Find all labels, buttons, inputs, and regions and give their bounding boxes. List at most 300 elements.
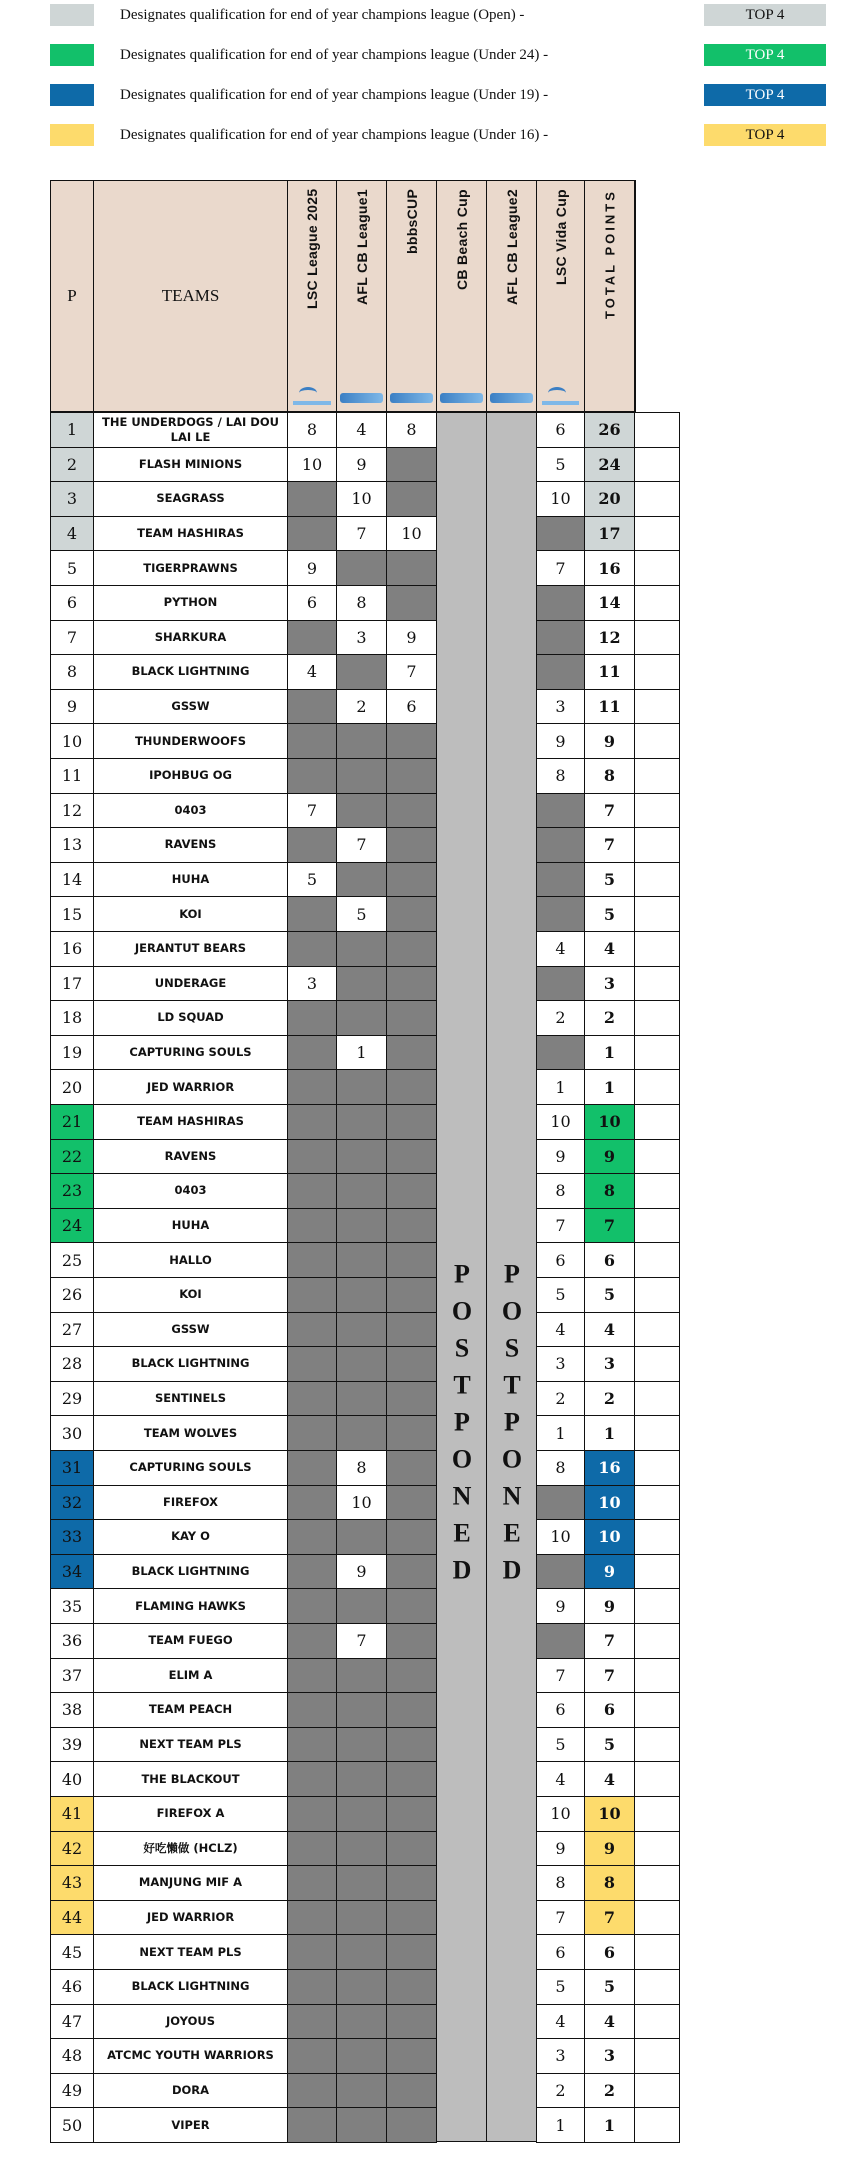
position-cell: 15 bbox=[50, 896, 94, 932]
score-cell: 1 bbox=[536, 1415, 585, 1451]
score-cell bbox=[287, 1485, 337, 1521]
score-cell: 7 bbox=[336, 827, 387, 863]
position-cell: 45 bbox=[50, 1934, 94, 1970]
total-points-cell: 10 bbox=[584, 1519, 635, 1555]
total-points-cell: 3 bbox=[584, 2038, 635, 2074]
score-cell bbox=[336, 1381, 387, 1417]
champions-league-cell bbox=[634, 1727, 680, 1763]
team-name-cell: TEAM WOLVES bbox=[93, 1415, 288, 1451]
total-points-cell: 9 bbox=[584, 1554, 635, 1590]
header-column-4 bbox=[436, 180, 487, 412]
position-cell: 11 bbox=[50, 758, 94, 794]
legend-row-u19 bbox=[0, 80, 858, 120]
score-cell: 6 bbox=[386, 689, 437, 725]
champions-league-cell bbox=[634, 1312, 680, 1348]
team-name-cell: GSSW bbox=[93, 689, 288, 725]
score-cell bbox=[536, 1554, 585, 1590]
score-cell bbox=[287, 1623, 337, 1659]
score-cell: 6 bbox=[536, 412, 585, 448]
score-cell bbox=[386, 1242, 437, 1278]
score-cell bbox=[336, 1727, 387, 1763]
legend-swatch bbox=[50, 4, 94, 26]
score-cell: 3 bbox=[336, 620, 387, 656]
champions-league-cell bbox=[634, 1069, 680, 1105]
team-name-cell: JED WARRIOR bbox=[93, 1069, 288, 1105]
champions-league-cell bbox=[634, 966, 680, 1002]
position-cell: 19 bbox=[50, 1035, 94, 1071]
team-name-cell: FIREFOX bbox=[93, 1485, 288, 1521]
total-points-cell: 2 bbox=[584, 1381, 635, 1417]
team-name-cell: THUNDERWOOFS bbox=[93, 723, 288, 759]
score-cell bbox=[287, 1346, 337, 1382]
score-cell bbox=[287, 1796, 337, 1832]
champions-league-cell bbox=[634, 1381, 680, 1417]
team-name-cell: NEXT TEAM PLS bbox=[93, 1727, 288, 1763]
score-cell bbox=[336, 1588, 387, 1624]
position-cell: 14 bbox=[50, 862, 94, 898]
champions-league-cell bbox=[634, 550, 680, 586]
team-name-cell: THE BLACKOUT bbox=[93, 1761, 288, 1797]
score-cell bbox=[287, 1588, 337, 1624]
score-cell bbox=[336, 2004, 387, 2040]
position-cell: 30 bbox=[50, 1415, 94, 1451]
position-cell: 7 bbox=[50, 620, 94, 656]
position-cell: 44 bbox=[50, 1900, 94, 1936]
score-cell bbox=[287, 1242, 337, 1278]
column-title: bbbsCUP bbox=[403, 189, 420, 255]
score-cell bbox=[287, 620, 337, 656]
column-title: AFL Champions League bbox=[634, 189, 636, 355]
score-cell bbox=[336, 1969, 387, 2005]
champions-league-cell bbox=[634, 1104, 680, 1140]
score-cell: 10 bbox=[536, 1519, 585, 1555]
champions-league-cell bbox=[634, 585, 680, 621]
score-cell bbox=[386, 2004, 437, 2040]
position-cell: 20 bbox=[50, 1069, 94, 1105]
champions-league-cell bbox=[634, 1865, 680, 1901]
score-cell bbox=[336, 2038, 387, 2074]
champions-league-cell bbox=[634, 1242, 680, 1278]
score-cell bbox=[386, 1277, 437, 1313]
total-points-cell: 7 bbox=[584, 827, 635, 863]
score-cell bbox=[336, 1796, 387, 1832]
champions-league-cell bbox=[634, 1554, 680, 1590]
champions-league-cell bbox=[634, 412, 680, 448]
score-cell: 9 bbox=[536, 1588, 585, 1624]
column-title: LSC Vida Cup bbox=[552, 189, 569, 285]
score-cell: 4 bbox=[536, 1761, 585, 1797]
score-cell: 2 bbox=[536, 2073, 585, 2109]
team-name-cell: THE UNDERDOGS / LAI DOU LAI LE bbox=[93, 412, 288, 448]
score-cell bbox=[386, 1139, 437, 1175]
score-cell bbox=[386, 1069, 437, 1105]
sports-logo-icon bbox=[440, 393, 483, 403]
score-cell bbox=[536, 793, 585, 829]
team-name-cell: ATCMC YOUTH WARRIORS bbox=[93, 2038, 288, 2074]
legend-badge: TOP 4 bbox=[704, 44, 826, 66]
score-cell bbox=[287, 827, 337, 863]
total-points-cell: 2 bbox=[584, 1000, 635, 1036]
position-cell: 2 bbox=[50, 447, 94, 483]
position-cell: 23 bbox=[50, 1173, 94, 1209]
score-cell bbox=[336, 1312, 387, 1348]
score-cell: 7 bbox=[336, 516, 387, 552]
score-cell bbox=[336, 1658, 387, 1694]
total-points-cell: 11 bbox=[584, 654, 635, 690]
team-name-cell: TEAM HASHIRAS bbox=[93, 1104, 288, 1140]
champions-league-cell bbox=[634, 758, 680, 794]
score-cell bbox=[386, 1865, 437, 1901]
score-cell: 4 bbox=[287, 654, 337, 690]
total-points-cell: 9 bbox=[584, 1139, 635, 1175]
header-teams: TEAMS bbox=[93, 180, 288, 412]
position-cell: 42 bbox=[50, 1831, 94, 1867]
score-cell: 9 bbox=[536, 1139, 585, 1175]
score-cell bbox=[287, 1069, 337, 1105]
score-cell: 2 bbox=[536, 1381, 585, 1417]
position-cell: 48 bbox=[50, 2038, 94, 2074]
score-cell: 4 bbox=[536, 2004, 585, 2040]
total-points-cell: 2 bbox=[584, 2073, 635, 2109]
header-position: P bbox=[50, 180, 94, 412]
score-cell bbox=[386, 1727, 437, 1763]
position-cell: 31 bbox=[50, 1450, 94, 1486]
total-points-cell: 8 bbox=[584, 758, 635, 794]
life-soar-logo-icon bbox=[291, 387, 333, 405]
champions-league-cell bbox=[634, 1035, 680, 1071]
score-cell bbox=[386, 1035, 437, 1071]
score-cell bbox=[287, 2073, 337, 2109]
score-cell: 5 bbox=[536, 1277, 585, 1313]
position-cell: 18 bbox=[50, 1000, 94, 1036]
score-cell bbox=[287, 1000, 337, 1036]
legend-badge: TOP 4 bbox=[704, 124, 826, 146]
score-cell: 8 bbox=[287, 412, 337, 448]
score-cell bbox=[336, 1934, 387, 1970]
champions-league-cell bbox=[634, 1900, 680, 1936]
position-cell: 32 bbox=[50, 1485, 94, 1521]
total-points-cell: 1 bbox=[584, 1035, 635, 1071]
legend-text: Designates qualification for end of year champions league (Under 19) - bbox=[120, 87, 549, 103]
champions-league-cell bbox=[634, 1588, 680, 1624]
position-cell: 8 bbox=[50, 654, 94, 690]
score-cell bbox=[287, 1139, 337, 1175]
total-points-cell: 7 bbox=[584, 1900, 635, 1936]
legend-text: Designates qualification for end of year champions league (Under 24) - bbox=[120, 47, 549, 63]
team-name-cell: PYTHON bbox=[93, 585, 288, 621]
total-points-cell: 6 bbox=[584, 1934, 635, 1970]
score-cell bbox=[336, 1900, 387, 1936]
team-name-cell: FLASH MINIONS bbox=[93, 447, 288, 483]
total-points-cell: 5 bbox=[584, 1727, 635, 1763]
score-cell bbox=[386, 1692, 437, 1728]
score-cell bbox=[287, 1450, 337, 1486]
score-cell: 5 bbox=[536, 1969, 585, 2005]
postponed-label: POSTPONED bbox=[497, 1259, 527, 1593]
champions-league-cell bbox=[634, 1415, 680, 1451]
team-name-cell: FLAMING HAWKS bbox=[93, 1588, 288, 1624]
score-cell bbox=[386, 2073, 437, 2109]
position-cell: 36 bbox=[50, 1623, 94, 1659]
score-cell: 8 bbox=[536, 1173, 585, 1209]
score-cell: 10 bbox=[386, 516, 437, 552]
score-cell bbox=[386, 793, 437, 829]
champions-league-cell bbox=[634, 447, 680, 483]
score-cell bbox=[536, 516, 585, 552]
score-cell: 7 bbox=[287, 793, 337, 829]
score-cell bbox=[336, 1173, 387, 1209]
score-cell bbox=[386, 827, 437, 863]
legend-row-u16 bbox=[0, 120, 858, 160]
position-cell: 35 bbox=[50, 1588, 94, 1624]
position-cell: 46 bbox=[50, 1969, 94, 2005]
legend-swatch bbox=[50, 44, 94, 66]
score-cell bbox=[386, 2038, 437, 2074]
score-cell bbox=[287, 1035, 337, 1071]
score-cell bbox=[536, 966, 585, 1002]
total-points-cell: 1 bbox=[584, 2107, 635, 2143]
score-cell bbox=[336, 758, 387, 794]
score-cell bbox=[336, 1000, 387, 1036]
total-points-cell: 5 bbox=[584, 1277, 635, 1313]
position-cell: 22 bbox=[50, 1139, 94, 1175]
total-points-cell: 10 bbox=[584, 1796, 635, 1832]
score-cell bbox=[336, 654, 387, 690]
total-points-cell: 11 bbox=[584, 689, 635, 725]
team-name-cell: 0403 bbox=[93, 1173, 288, 1209]
score-cell bbox=[287, 1761, 337, 1797]
score-cell: 4 bbox=[536, 1312, 585, 1348]
score-cell bbox=[287, 1658, 337, 1694]
score-cell: 8 bbox=[336, 585, 387, 621]
team-name-cell: VIPER bbox=[93, 2107, 288, 2143]
score-cell: 5 bbox=[287, 862, 337, 898]
score-cell: 7 bbox=[536, 1208, 585, 1244]
score-cell bbox=[287, 1312, 337, 1348]
team-name-cell: TEAM HASHIRAS bbox=[93, 516, 288, 552]
team-name-cell: RAVENS bbox=[93, 1139, 288, 1175]
total-points-cell: 12 bbox=[584, 620, 635, 656]
score-cell bbox=[386, 1485, 437, 1521]
score-cell bbox=[287, 1415, 337, 1451]
score-cell bbox=[336, 1069, 387, 1105]
champions-league-cell bbox=[634, 1346, 680, 1382]
score-cell bbox=[386, 1623, 437, 1659]
team-name-cell: TIGERPRAWNS bbox=[93, 550, 288, 586]
score-cell bbox=[287, 2004, 337, 2040]
legend-row-u24 bbox=[0, 40, 858, 80]
column-title: AFL CB League1 bbox=[353, 189, 370, 305]
legend-swatch bbox=[50, 84, 94, 106]
team-name-cell: KOI bbox=[93, 1277, 288, 1313]
score-cell bbox=[386, 481, 437, 517]
champions-league-cell bbox=[634, 1173, 680, 1209]
score-cell: 6 bbox=[536, 1934, 585, 1970]
score-cell: 8 bbox=[536, 758, 585, 794]
score-cell bbox=[336, 966, 387, 1002]
sports-logo-icon bbox=[340, 393, 383, 403]
team-name-cell: HUHA bbox=[93, 1208, 288, 1244]
life-soar-logo-icon bbox=[540, 387, 581, 405]
total-points-cell: 5 bbox=[584, 896, 635, 932]
legend-badge: TOP 4 bbox=[704, 84, 826, 106]
header-column-1 bbox=[287, 180, 337, 412]
champions-league-cell bbox=[634, 2038, 680, 2074]
team-name-cell: JERANTUT BEARS bbox=[93, 931, 288, 967]
champions-league-cell bbox=[634, 723, 680, 759]
position-cell: 13 bbox=[50, 827, 94, 863]
score-cell bbox=[386, 1900, 437, 1936]
champions-league-cell bbox=[634, 1831, 680, 1867]
score-cell: 8 bbox=[386, 412, 437, 448]
position-cell: 40 bbox=[50, 1761, 94, 1797]
position-cell: 47 bbox=[50, 2004, 94, 2040]
score-cell bbox=[386, 1415, 437, 1451]
team-name-cell: SHARKURA bbox=[93, 620, 288, 656]
total-points-cell: 4 bbox=[584, 931, 635, 967]
score-cell bbox=[287, 1831, 337, 1867]
score-cell bbox=[386, 1761, 437, 1797]
score-cell bbox=[336, 550, 387, 586]
total-points-cell: 8 bbox=[584, 1173, 635, 1209]
legend-swatch bbox=[50, 124, 94, 146]
position-cell: 12 bbox=[50, 793, 94, 829]
total-points-cell: 24 bbox=[584, 447, 635, 483]
champions-league-cell bbox=[634, 1000, 680, 1036]
score-cell bbox=[386, 1000, 437, 1036]
position-cell: 10 bbox=[50, 723, 94, 759]
score-cell bbox=[287, 1173, 337, 1209]
total-points-cell: 3 bbox=[584, 966, 635, 1002]
score-cell bbox=[287, 1692, 337, 1728]
total-points-cell: 9 bbox=[584, 723, 635, 759]
team-name-cell: 好吃懶做 (HCLZ) bbox=[93, 1831, 288, 1867]
score-cell bbox=[336, 1277, 387, 1313]
score-cell: 10 bbox=[287, 447, 337, 483]
total-points-cell: 6 bbox=[584, 1692, 635, 1728]
score-cell bbox=[386, 1208, 437, 1244]
team-name-cell: MANJUNG MIF A bbox=[93, 1865, 288, 1901]
score-cell: 2 bbox=[336, 689, 387, 725]
team-name-cell: RAVENS bbox=[93, 827, 288, 863]
total-points-cell: 5 bbox=[584, 862, 635, 898]
legend-row-open bbox=[0, 0, 858, 40]
position-cell: 17 bbox=[50, 966, 94, 1002]
header-column-8 bbox=[634, 180, 636, 412]
score-cell bbox=[287, 1727, 337, 1763]
score-cell bbox=[386, 896, 437, 932]
total-points-cell: 9 bbox=[584, 1831, 635, 1867]
score-cell: 1 bbox=[536, 2107, 585, 2143]
champions-league-cell bbox=[634, 1450, 680, 1486]
score-cell bbox=[386, 2107, 437, 2143]
score-cell bbox=[386, 1554, 437, 1590]
champions-league-cell bbox=[634, 1277, 680, 1313]
total-points-cell: 16 bbox=[584, 550, 635, 586]
champions-league-cell bbox=[634, 516, 680, 552]
score-cell bbox=[336, 1139, 387, 1175]
total-points-cell: 8 bbox=[584, 1865, 635, 1901]
score-cell bbox=[287, 1277, 337, 1313]
total-points-cell: 4 bbox=[584, 1312, 635, 1348]
score-cell: 5 bbox=[536, 447, 585, 483]
score-cell bbox=[336, 1865, 387, 1901]
score-cell bbox=[287, 1104, 337, 1140]
score-cell bbox=[386, 862, 437, 898]
team-name-cell: TEAM FUEGO bbox=[93, 1623, 288, 1659]
score-cell: 7 bbox=[336, 1623, 387, 1659]
score-cell bbox=[287, 2107, 337, 2143]
score-cell: 3 bbox=[287, 966, 337, 1002]
sports-logo-icon bbox=[490, 393, 533, 403]
position-cell: 34 bbox=[50, 1554, 94, 1590]
total-points-cell: 14 bbox=[584, 585, 635, 621]
score-cell: 7 bbox=[536, 1900, 585, 1936]
score-cell bbox=[386, 1173, 437, 1209]
score-cell bbox=[386, 931, 437, 967]
total-points-cell: 7 bbox=[584, 1208, 635, 1244]
score-cell: 10 bbox=[336, 481, 387, 517]
champions-league-cell bbox=[634, 1139, 680, 1175]
team-name-cell: SEAGRASS bbox=[93, 481, 288, 517]
score-cell bbox=[386, 1831, 437, 1867]
score-cell: 5 bbox=[536, 1727, 585, 1763]
score-cell: 4 bbox=[536, 931, 585, 967]
score-cell bbox=[386, 1658, 437, 1694]
position-cell: 33 bbox=[50, 1519, 94, 1555]
score-cell bbox=[386, 966, 437, 1002]
score-cell bbox=[336, 1692, 387, 1728]
score-cell bbox=[386, 447, 437, 483]
team-name-cell: SENTINELS bbox=[93, 1381, 288, 1417]
champions-league-cell bbox=[634, 1623, 680, 1659]
standings-table bbox=[50, 180, 680, 2142]
champions-league-cell bbox=[634, 1485, 680, 1521]
score-cell bbox=[386, 723, 437, 759]
total-points-cell: 1 bbox=[584, 1069, 635, 1105]
position-cell: 37 bbox=[50, 1658, 94, 1694]
score-cell bbox=[536, 654, 585, 690]
team-name-cell: KAY O bbox=[93, 1519, 288, 1555]
team-name-cell: HUHA bbox=[93, 862, 288, 898]
score-cell bbox=[287, 931, 337, 967]
position-cell: 9 bbox=[50, 689, 94, 725]
team-name-cell: DORA bbox=[93, 2073, 288, 2109]
score-cell: 3 bbox=[536, 1346, 585, 1382]
legend-badge: TOP 4 bbox=[704, 4, 826, 26]
champions-league-cell bbox=[634, 862, 680, 898]
champions-league-cell bbox=[634, 481, 680, 517]
score-cell bbox=[336, 723, 387, 759]
team-name-cell: BLACK LIGHTNING bbox=[93, 1346, 288, 1382]
team-name-cell: ELIM A bbox=[93, 1658, 288, 1694]
legend bbox=[0, 0, 858, 160]
team-name-cell: UNDERAGE bbox=[93, 966, 288, 1002]
total-points-cell: 5 bbox=[584, 1969, 635, 2005]
score-cell bbox=[287, 896, 337, 932]
score-cell: 9 bbox=[386, 620, 437, 656]
team-name-cell: IPOHBUG OG bbox=[93, 758, 288, 794]
total-points-cell: 3 bbox=[584, 1346, 635, 1382]
score-cell: 3 bbox=[536, 689, 585, 725]
total-points-cell: 4 bbox=[584, 2004, 635, 2040]
score-cell bbox=[287, 758, 337, 794]
header-column-6 bbox=[536, 180, 585, 412]
position-cell: 49 bbox=[50, 2073, 94, 2109]
position-cell: 3 bbox=[50, 481, 94, 517]
score-cell: 10 bbox=[536, 481, 585, 517]
score-cell bbox=[287, 1519, 337, 1555]
